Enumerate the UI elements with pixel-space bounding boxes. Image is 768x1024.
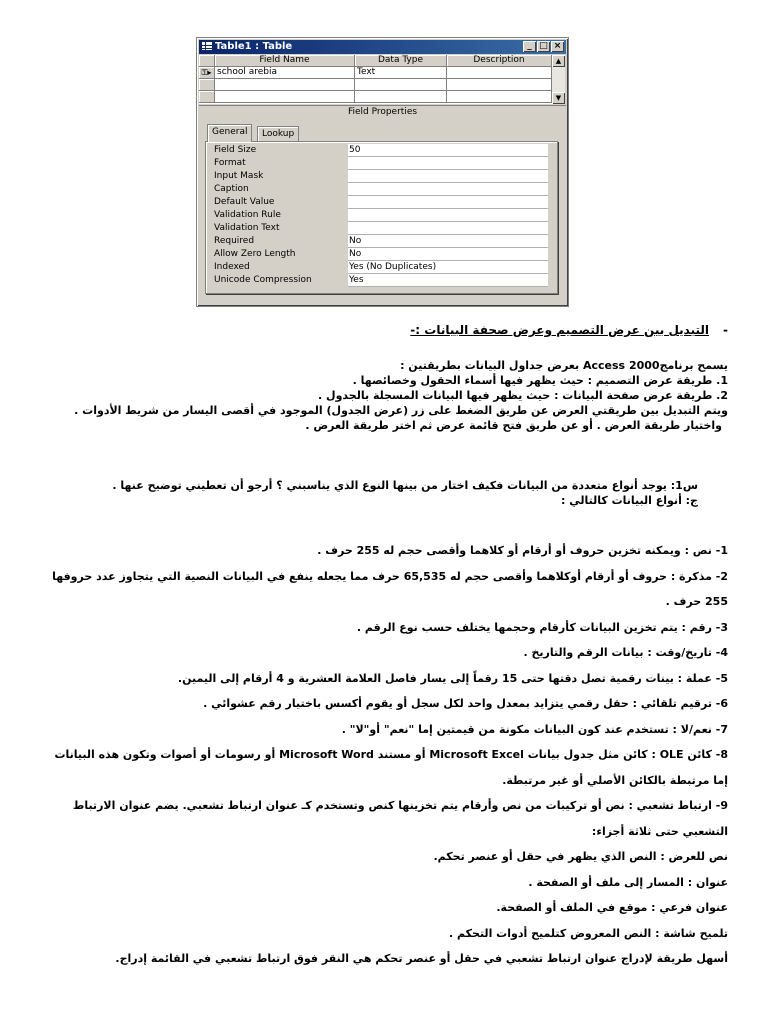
maximize-button[interactable]: □ xyxy=(537,41,550,52)
table-row[interactable] xyxy=(199,79,552,91)
property-value[interactable]: 50 xyxy=(348,144,548,157)
window-controls xyxy=(522,41,564,52)
list-item: 4- تاريخ/وقت : بيانات الرقم والتاريخ . xyxy=(523,646,728,659)
scroll-up-icon[interactable]: ▲ xyxy=(552,55,565,67)
header-data-type: Data Type xyxy=(355,55,447,67)
general-properties-panel xyxy=(205,141,558,294)
property-label: Input Mask xyxy=(214,171,264,181)
window-titlebar[interactable] xyxy=(199,40,566,54)
property-value[interactable]: Yes xyxy=(348,274,548,287)
list-item: 7- نعم/لا : تستخدم عند كون البيانات مكونة من قيمتين إما "نعم" أو"لا" . xyxy=(341,722,728,736)
list-item: 9- ارتباط تشعبي : نص أو تركيبات من نص وأرقام يتم تخزينها كنص وتستخدم كـ عنوان ارتباط تشعبي. يضم عنوان الارتباط التشعبي حتى ثلاثة أجزاء: xyxy=(72,799,728,838)
field-name-cell[interactable]: school arebia xyxy=(215,67,355,79)
property-value[interactable] xyxy=(348,157,548,170)
property-label: Indexed xyxy=(214,262,250,272)
property-label: Field Size xyxy=(214,145,257,155)
property-label: Default Value xyxy=(214,197,275,207)
scroll-down-icon[interactable]: ▼ xyxy=(552,92,565,104)
table-row[interactable] xyxy=(199,67,552,79)
list-item: عنوان فرعي : موقع في الملف أو الصفحة. xyxy=(496,901,728,914)
intro-line: واختيار طريقة العرض . أو عن طريق فتح قائمة عرض ثم اختر طريقة العرض . xyxy=(305,419,722,432)
property-row xyxy=(214,235,550,248)
intro-line: ويتم التبديل بين طريقتي العرض عن طريق الضغط على زر (عرض الجدول) الموجود في أقصى اليسار من شريط الأدوات . xyxy=(74,404,728,417)
data-types-list xyxy=(40,538,728,972)
property-value[interactable] xyxy=(348,196,548,209)
intro-line: يسمح برنامج2000 Access بعرض جداول البيانات بطريقتين : xyxy=(400,359,728,372)
row-selector[interactable] xyxy=(199,91,215,103)
section-heading xyxy=(40,323,728,337)
list-item: نص للعرض : النص الذي يظهر في حقل أو عنصر تحكم. xyxy=(433,850,728,863)
row-selector[interactable] xyxy=(199,79,215,91)
property-value[interactable]: No xyxy=(348,235,548,248)
description-cell[interactable] xyxy=(447,91,552,103)
description-cell[interactable] xyxy=(447,79,552,91)
heading-text: التبديل بين عرض التصميم وعرض صحفة البيانات :- xyxy=(410,323,710,337)
intro-line: 1. طريقة عرض التصميم : حيث يظهر فيها أسماء الحقول وخصائصها . xyxy=(352,374,728,387)
property-row xyxy=(214,196,550,209)
property-row xyxy=(214,170,550,183)
list-item: 6- ترقيم تلقائي : حقل رقمي يتزايد بمعدل واحد لكل سجل أو يقوم أكسس باختيار رقم عشوائي . xyxy=(203,697,728,710)
description-cell[interactable] xyxy=(447,67,552,79)
minimize-button[interactable]: _ xyxy=(523,41,536,52)
property-value[interactable] xyxy=(348,170,548,183)
list-item: عنوان : المسار إلى ملف أو الصفحة . xyxy=(528,875,728,889)
property-value[interactable]: No xyxy=(348,248,548,261)
property-value[interactable]: Yes (No Duplicates) xyxy=(348,261,548,274)
field-grid xyxy=(199,55,552,104)
data-type-cell[interactable] xyxy=(355,91,447,103)
list-item: تلميح شاشة : النص المعروض كتلميح أدوات التحكم . xyxy=(448,926,728,940)
property-label: Validation Text xyxy=(214,223,280,233)
property-label: Unicode Compression xyxy=(214,275,312,285)
window-title: Table1 : Table xyxy=(215,41,293,52)
table-row[interactable] xyxy=(199,91,552,103)
list-item: 3- رقم : يتم تخزين البيانات كأرقام وحجمها يختلف حسب نوع الرقم . xyxy=(356,620,728,634)
close-button[interactable]: × xyxy=(551,41,564,52)
property-row xyxy=(214,183,550,196)
field-properties-label: Field Properties xyxy=(199,105,566,118)
property-row xyxy=(214,157,550,170)
list-item: 8- كائن OLE : كائن مثل جدول بيانات Microsoft Excel أو مستند Microsoft Word أو رسومات أو أصوات وتكون هذه البيانات إما مرتبطة بالكائن الأصلي أو غير مرتبطة. xyxy=(54,748,728,787)
intro-line: 2. طريقة عرض صفحة البيانات : حيث يظهر فيها البيانات المسجلة بالجدول . xyxy=(318,389,728,402)
header-field-name: Field Name xyxy=(215,55,355,67)
heading-dash: - xyxy=(723,323,728,337)
property-label: Allow Zero Length xyxy=(214,249,296,259)
grid-scrollbar[interactable] xyxy=(552,55,565,104)
property-label: Required xyxy=(214,236,255,246)
data-type-cell[interactable]: Text xyxy=(355,67,447,79)
question-text: س1: يوجد أنواع متعددة من البيانات فكيف اختار من بينها النوع الذي يناسبني ؟ أرجو أن تعطيني توضيح عنها . xyxy=(112,479,698,492)
property-row xyxy=(214,274,550,287)
field-name-cell[interactable] xyxy=(215,79,355,91)
property-value[interactable] xyxy=(348,209,548,222)
field-name-cell[interactable] xyxy=(215,91,355,103)
header-description: Description xyxy=(447,55,552,67)
data-type-cell[interactable] xyxy=(355,79,447,91)
list-item: 1- نص : ويمكنه تخزين حروف أو أرقام أو كلاهما وأقصى حجم له 255 حرف . xyxy=(317,544,728,557)
table-icon xyxy=(202,42,212,50)
list-item: 2- مذكرة : حروف أو أرقام أوكلاهما وأقصى حجم له 65,535 حرف مما يجعله ينفع في البيانات النصية التي يتجاوز عدد حروفها 255 حرف . xyxy=(52,569,728,608)
property-row xyxy=(214,248,550,261)
tab-general[interactable]: General xyxy=(207,124,252,142)
list-item: أسهل طريقة لإدراج عنوان ارتباط تشعبي في حقل أو عنصر تحكم هي النقر فوق ارتباط تشعبي في القائمة إدراج. xyxy=(115,952,728,965)
list-item: 5- عملة : بينات رقمية تصل دقتها حتى 15 رقماً إلى يسار فاصل العلامة العشرية و 4 أرقام إلى اليمين. xyxy=(177,671,728,685)
property-row xyxy=(214,144,550,157)
property-row xyxy=(214,209,550,222)
property-value[interactable] xyxy=(348,222,548,235)
question-answer xyxy=(40,478,728,508)
tab-lookup[interactable]: Lookup xyxy=(257,126,299,141)
property-label: Format xyxy=(214,158,246,168)
property-value[interactable] xyxy=(348,183,548,196)
property-label: Caption xyxy=(214,184,249,194)
row-selector-header xyxy=(199,55,215,67)
answer-text: ج: أنواع البيانات كالتالي : xyxy=(561,494,698,507)
intro-paragraph xyxy=(40,358,728,433)
property-row xyxy=(214,261,550,274)
table-design-window xyxy=(196,37,569,307)
primary-key-icon: ⚿▸ xyxy=(199,67,215,79)
property-label: Validation Rule xyxy=(214,210,281,220)
grid-header-row xyxy=(199,55,552,67)
property-row xyxy=(214,222,550,235)
